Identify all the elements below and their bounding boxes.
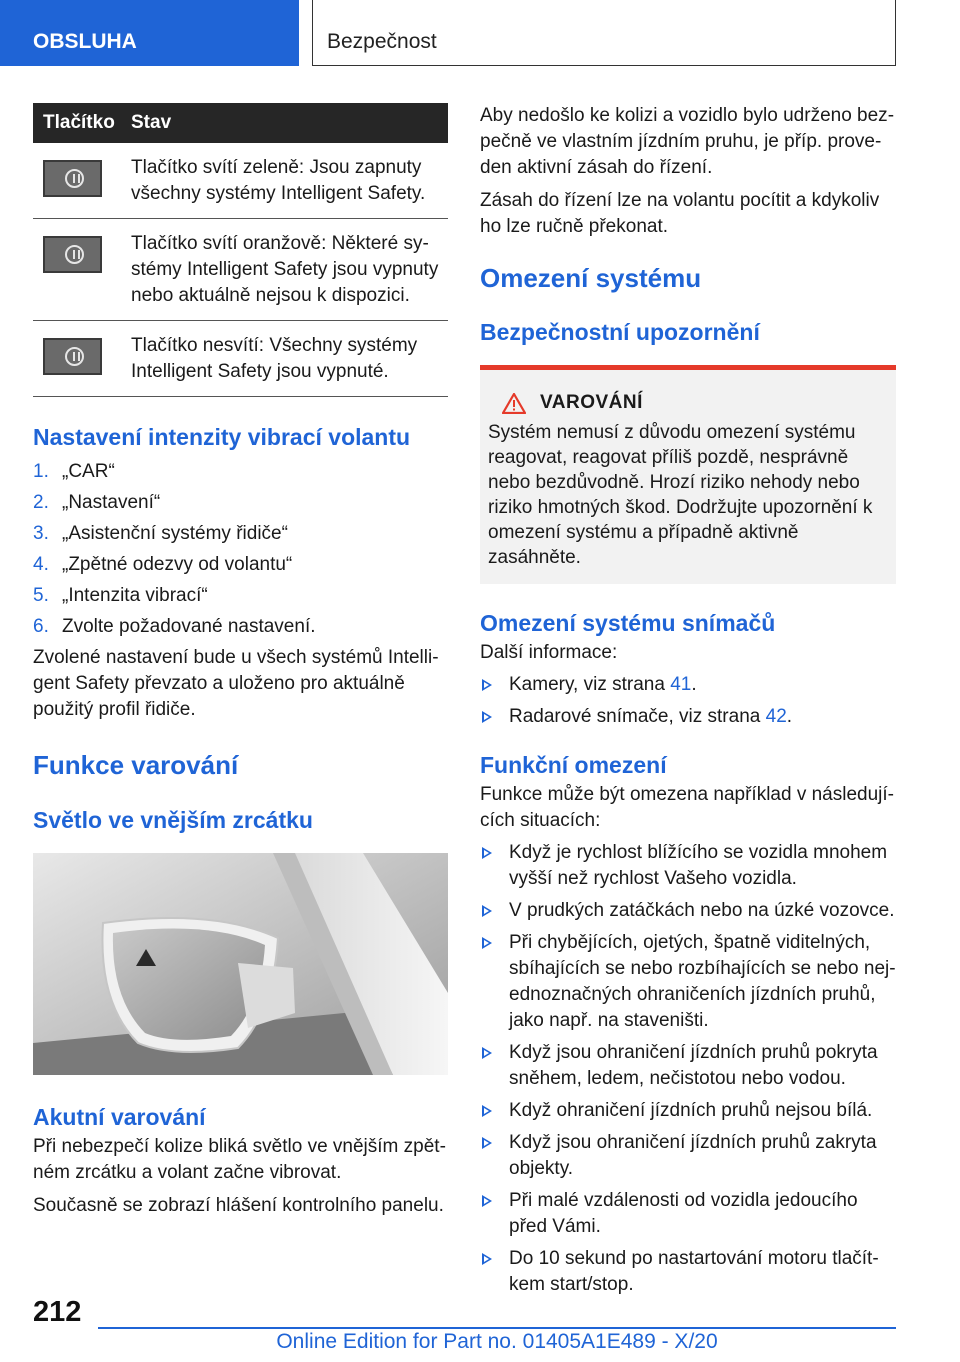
arrow-bullet-icon (482, 1047, 492, 1059)
warning-text: Systém nemusí z důvodu omezení systému reagovat, reagovat příliš pozdě, nesprávně nebo bezdůvodně. Hrozí riziko nehody nebo riziko hmotných škod. Dodržujte upozornění k omezení systému a případně aktivně zasáhněte. (488, 422, 873, 568)
table-cell-status: Tlačítko svítí oranžově: Některé systémy Intelligent Safety jsou vypnuty nebo aktuálně nejsou k dispozici. (131, 219, 448, 321)
functional-limits-heading: Funkční omezení (480, 752, 667, 778)
section-tab: OBSLUHA (0, 0, 299, 66)
list-item: Do 10 sekund po nastartování motoru tlačítkem start/stop. (480, 1246, 896, 1298)
arrow-bullet-icon (482, 679, 492, 691)
list-item: 5. „Intenzita vibrací“ (33, 585, 208, 606)
table-cell-status: Tlačítko svítí zeleně: Jsou zapnuty všechny systémy Intelligent Safety. (131, 143, 448, 219)
list-item: Při chybějících, ojetých, špatně viditelných, sbíhajících se nebo rozbíhajících se nebo nejednoznačných ohraničeních jízdních pruhů, jako např. na staveništi. (480, 930, 896, 1034)
right-column (480, 103, 896, 1304)
footer-divider (98, 1327, 896, 1329)
list-item: 4. „Zpětné odezvy od volantu“ (33, 554, 293, 575)
intelligent-safety-button-icon (43, 236, 102, 273)
intelligent-safety-button-icon (43, 160, 102, 197)
arrow-bullet-icon (482, 847, 492, 859)
arrow-bullet-icon (482, 1105, 492, 1117)
list-item: Kamery, viz strana 41. (480, 672, 896, 698)
safety-notes-heading: Bezpečnostní upozornění (480, 319, 760, 345)
list-item: 3. „Asistenční systémy řidiče“ (33, 523, 288, 544)
arrow-bullet-icon (482, 1253, 492, 1265)
arrow-bullet-icon (482, 1137, 492, 1149)
sensor-limits-heading: Omezení systému snímačů (480, 610, 776, 636)
list-item: 1. „CAR“ (33, 461, 115, 482)
warning-box (480, 365, 896, 584)
page-link[interactable]: 41 (670, 674, 692, 695)
table-header-status: Stav (131, 103, 448, 143)
left-column (33, 103, 448, 1226)
list-item: Když ohraničení jízdních pruhů nejsou bílá. (480, 1098, 896, 1124)
arrow-bullet-icon (482, 905, 492, 917)
intelligent-safety-button-icon (43, 338, 102, 375)
functional-limits-list (480, 840, 896, 1298)
table-row (33, 143, 448, 219)
list-item: 6. Zvolte požadované nastavení. (33, 616, 316, 637)
table-header-button: Tlačítko (33, 103, 131, 143)
chapter-title: Bezpečnost (312, 0, 896, 66)
arrow-bullet-icon (482, 1195, 492, 1207)
intro-text-2: Zásah do řízení lze na volantu pocítit a kdykoliv ho lze ručně překonat. (480, 190, 880, 237)
vibration-heading: Nastavení intenzity vibrací volantu (33, 424, 411, 450)
list-item: Radarové snímače, viz strana 42. (480, 704, 896, 730)
edition-note: Online Edition for Part no. 01405A1E489 - X/20 (276, 1330, 718, 1353)
sensor-intro: Další informace: (480, 642, 618, 663)
page-number: 212 (33, 1296, 82, 1328)
list-item: 2. „Nastavení“ (33, 492, 161, 513)
acute-warning-text-2: Současně se zobrazí hlášení kontrolního panelu. (33, 1195, 444, 1216)
warning-label: VAROVÁNÍ (540, 392, 643, 413)
table-cell-status: Tlačítko nesvítí: Všechny systémy Intelligent Safety jsou vypnuté. (131, 321, 448, 397)
system-limits-heading: Omezení systému (480, 263, 702, 293)
arrow-bullet-icon (482, 711, 492, 723)
list-item: Při malé vzdálenosti od vozidla jedoucího před Vámi. (480, 1188, 896, 1240)
list-item: V prudkých zatáčkách nebo na úzké vozovce. (480, 898, 896, 924)
vibration-note: Zvolené nastavení bude u všech systémů Intelligent Safety převzato a uloženo pro aktuálně použitý profil řidiče. (33, 647, 439, 720)
button-status-table (33, 103, 448, 397)
table-header-row (33, 103, 448, 143)
functional-intro: Funkce může být omezena například v následujících situacích: (480, 784, 894, 831)
acute-warning-heading: Akutní varování (33, 1104, 206, 1130)
warning-function-heading: Funkce varování (33, 750, 239, 780)
arrow-bullet-icon (482, 937, 492, 949)
intro-text-1: Aby nedošlo ke kolizi a vozidlo bylo udrženo bezpečně ve vlastním jízdním pruhu, je příp. proveden aktivní zásah do řízení. (480, 105, 895, 178)
list-item: Když jsou ohraničení jízdních pruhů zakryta objekty. (480, 1130, 896, 1182)
vibration-steps (33, 459, 448, 640)
sensor-list (480, 672, 896, 730)
side-mirror-illustration (33, 853, 448, 1075)
list-item: Když je rychlost blížícího se vozidla mnohem vyšší než rychlost Vašeho vozidla. (480, 840, 896, 892)
warning-triangle-icon (502, 393, 526, 414)
table-row (33, 219, 448, 321)
page-link[interactable]: 42 (765, 706, 787, 727)
list-item: Když jsou ohraničení jízdních pruhů pokryta sněhem, ledem, nečistotou nebo vodou. (480, 1040, 896, 1092)
mirror-light-heading: Světlo ve vnějším zrcátku (33, 807, 313, 833)
acute-warning-text-1: Při nebezpečí kolize bliká světlo ve vnějším zpětném zrcátku a volant začne vibrovat. (33, 1136, 446, 1183)
table-row (33, 321, 448, 397)
